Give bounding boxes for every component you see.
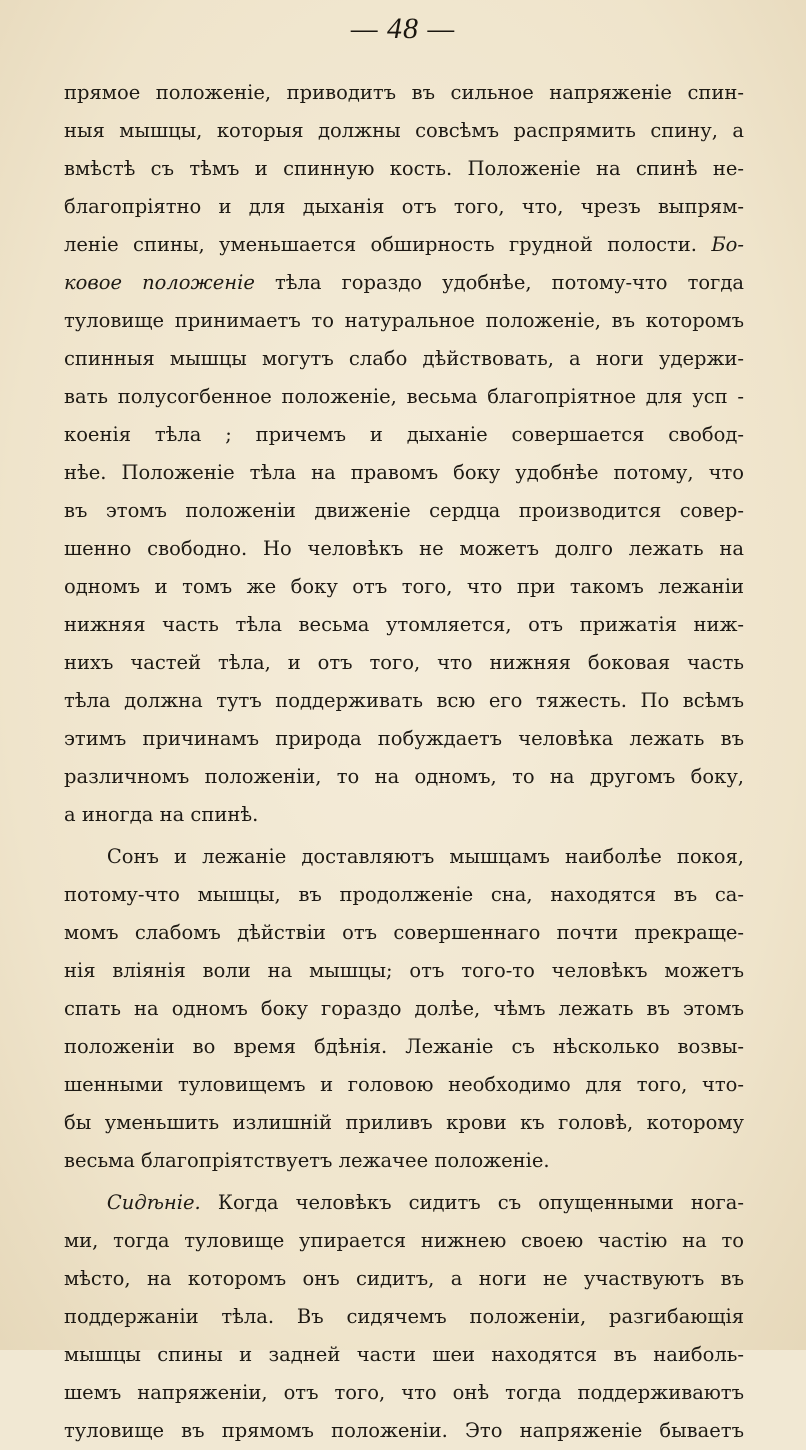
text-segment: прямое положеніе, приводитъ въ сильное напряженіе спин- [64,81,744,104]
text-line [64,1336,744,1374]
italic-term: ковое положеніе [64,271,255,294]
text-line [64,990,744,1028]
text-line [64,838,744,876]
text-segment: различномъ положеніи, то на одномъ, то на другомъ боку, [64,765,744,788]
text-line [64,530,744,568]
text-segment: тѣла должна тутъ поддерживать всю его тяжесть. По всѣмъ [64,689,744,712]
text-line [64,302,744,340]
text-line [64,1298,744,1336]
text-segment: бы уменьшить излишній приливъ крови къ головѣ, которому [64,1111,744,1134]
text-segment: весьма благопріятствуетъ лежачее положеніе. [64,1149,550,1172]
text-segment: нижняя часть тѣла весьма утомляется, отъ прижатія ниж- [64,613,744,636]
text-line [64,188,744,226]
text-segment: шенными туловищемъ и головою необходимо для того, что- [64,1073,744,1096]
text-line [64,1222,744,1260]
text-line [64,416,744,454]
text-segment: потому-что мышцы, въ продолженіе сна, находятся въ са- [64,883,744,906]
text-line [64,454,744,492]
italic-term: Бо- [711,233,744,256]
text-line [64,112,744,150]
text-line [64,264,744,302]
text-segment: одномъ и томъ же боку отъ того, что при такомъ лежаніи [64,575,744,598]
text-line [64,340,744,378]
text-line [64,606,744,644]
text-segment: спинныя мышцы могутъ слабо дѣйствовать, а ноги удержи- [64,347,744,370]
text-line [64,1374,744,1412]
text-line [64,1028,744,1066]
text-segment: этимъ причинамъ природа побуждаетъ человѣка лежать въ [64,727,744,750]
text-line [64,876,744,914]
text-segment: положеніи во время бдѣнія. Лежаніе съ нѣсколько возвы- [64,1035,744,1058]
text-line [64,1412,744,1450]
text-segment: туловище принимаетъ то натуральное положеніе, въ которомъ [64,309,744,332]
text-segment: момъ слабомъ дѣйствіи отъ совершеннаго почти прекраще- [64,921,744,944]
text-line [64,796,744,834]
text-segment: туловище въ прямомъ положеніи. Это напряженіе бываетъ [64,1419,744,1442]
text-line [64,568,744,606]
text-line [64,1260,744,1298]
text-line [64,758,744,796]
text-line [64,644,744,682]
text-line [64,1066,744,1104]
text-line [64,720,744,758]
text-segment: нихъ частей тѣла, и отъ того, что нижняя боковая часть [64,651,744,674]
text-line [64,74,744,112]
text-segment: спать на одномъ боку гораздо долѣе, чѣмъ лежать въ этомъ [64,997,744,1020]
text-line [64,682,744,720]
text-segment: Когда человѣкъ сидитъ съ опущенными нога- [200,1191,744,1214]
text-line [64,1104,744,1142]
text-segment: шемъ напряженіи, отъ того, что онѣ тогда поддерживаютъ [64,1381,744,1404]
italic-term: Сидѣніе. [106,1191,201,1214]
text-line [64,378,744,416]
text-line [64,914,744,952]
text-segment: въ этомъ положеніи движеніе сердца производится совер- [64,499,744,522]
text-segment: тѣла гораздо удобнѣе, потому-что тогда [254,271,744,294]
text-segment: а иногда на спинѣ. [64,803,259,826]
text-segment: ныя мышцы, которыя должны совсѣмъ распрямить спину, а [64,119,744,142]
text-segment: вать полусогбенное положеніе, весьма благопріятное для усп - [64,385,744,408]
text-line [64,150,744,188]
text-line [64,1142,744,1180]
text-segment: шенно свободно. Но человѣкъ не можетъ долго лежать на [64,537,744,560]
text-segment: благопріятно и для дыханія отъ того, что, чрезъ выпрям- [64,195,744,218]
text-line [64,952,744,990]
text-segment: нѣе. Положеніе тѣла на правомъ боку удобнѣе потому, что [64,461,744,484]
text-segment: мѣсто, на которомъ онъ сидитъ, а ноги не участвуютъ въ [64,1267,744,1290]
text-line [64,1184,744,1222]
body-text [64,74,744,1450]
text-line [64,226,744,264]
text-segment: Сонъ и лежаніе доставляютъ мышцамъ наиболѣе покоя, [106,845,744,868]
text-segment: ми, тогда туловище упирается нижнею своею частію на то [64,1229,744,1252]
text-segment: поддержаніи тѣла. Въ сидячемъ положеніи, разгибающія [64,1305,744,1328]
text-segment: мышцы спины и задней части шеи находятся въ наиболь- [64,1343,744,1366]
text-segment: вмѣстѣ съ тѣмъ и спинную кость. Положеніе на спинѣ не- [64,157,744,180]
text-line [64,492,744,530]
text-segment: леніе спины, уменьшается обширность грудной полости. [64,233,712,256]
text-segment: нія вліянія воли на мышцы; отъ того-то человѣкъ можетъ [64,959,744,982]
text-segment: коенія тѣла ; причемъ и дыханіе совершается свобод- [64,423,744,446]
page-number: — 48 — [350,12,456,45]
